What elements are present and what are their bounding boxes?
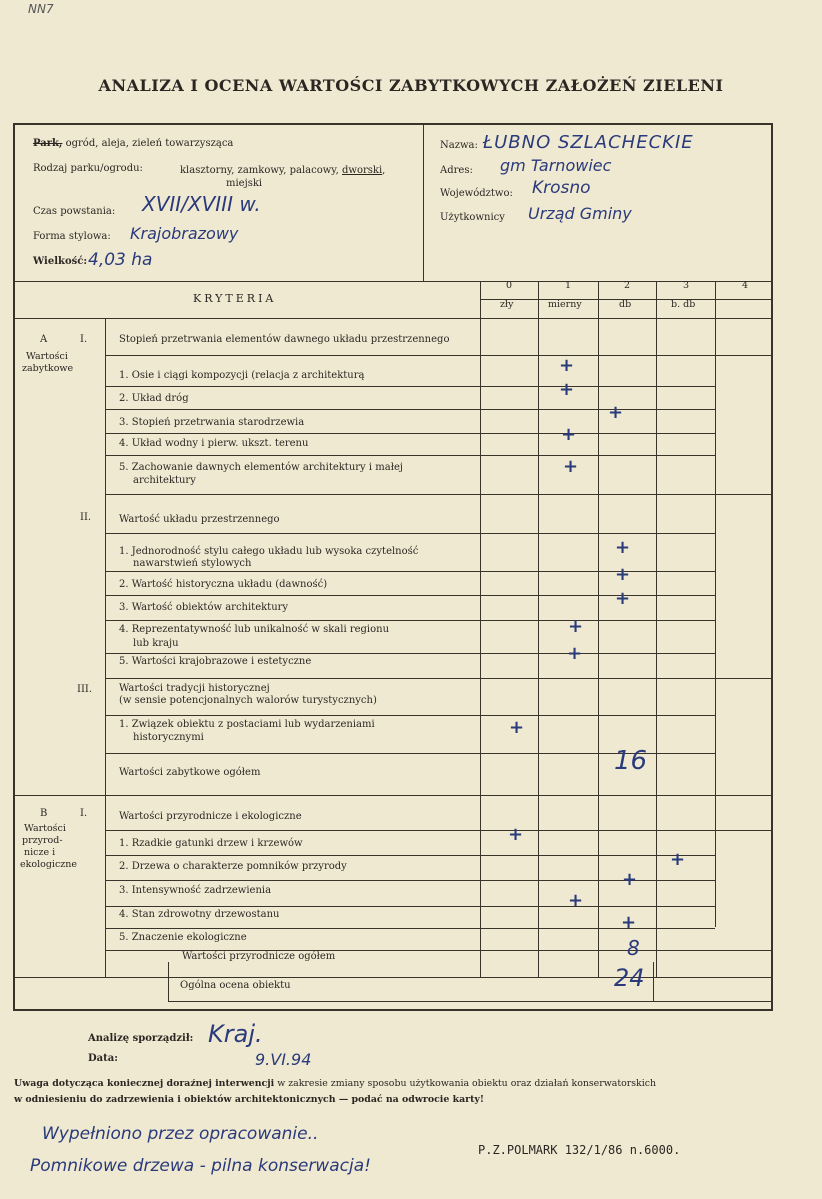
overall-value: 24 (614, 964, 645, 992)
page-title: ANALIZA I OCENA WARTOŚCI ZABYTKOWYCH ZAŁOŻEŃ ZIELENI (98, 76, 724, 95)
mark-b-row2: + (670, 849, 686, 870)
b-row-4: 4. Stan zdrowotny drzewostanu (119, 909, 280, 920)
col1-num: 1 (565, 280, 572, 291)
row-line (105, 433, 715, 434)
row-line (105, 830, 771, 831)
col0-num: 0 (506, 280, 513, 291)
section-b-label4: ekologiczne (20, 859, 78, 870)
section-a-label1: Wartości (26, 351, 68, 362)
mark-a2-row2: + (615, 564, 631, 585)
mark-a2-row4: + (568, 616, 584, 637)
section-b-heading: Wartości przyrodnicze i ekologiczne (119, 811, 302, 822)
row-line (105, 906, 715, 907)
uzytkownicy-value: Urząd Gminy (528, 204, 632, 223)
a-row-5: 5. Zachowanie dawnych elementów architektury i małej (119, 462, 403, 473)
forma-value: Krajobrazowy (130, 224, 239, 243)
czas-value: XVII/XVIII w. (142, 192, 261, 216)
row-line (105, 355, 771, 356)
rodzaj-label: Rodzaj parku/ogrodu: (33, 163, 143, 174)
col3-label: b. db (671, 299, 696, 310)
a-row-5-cont: architektury (133, 475, 196, 486)
a-ii-row-1: 1. Jednorodność stylu całego układu lub wysoka czytelność (119, 546, 419, 557)
handwritten-note-2: Pomnikowe drzewa - pilna konserwacja! (30, 1156, 371, 1176)
print-code: P.Z.POLMARK 132/1/86 n.6000. (478, 1143, 681, 1157)
b-total-value: 8 (627, 936, 640, 960)
mark-b-row5: + (621, 912, 637, 933)
overall-label: Ogólna ocena obiektu (180, 980, 291, 991)
mark-b-row3: + (622, 869, 638, 890)
handwritten-note-1: Wypełniono przez opracowanie.. (42, 1124, 319, 1144)
adres-value: gm Tarnowiec (500, 156, 612, 175)
a-iii-row-1-cont: historycznymi (133, 732, 204, 743)
section-a-roman: I. (80, 334, 88, 345)
section-a-ii-heading: Wartość układu przestrzennego (119, 514, 280, 525)
adres-label: Adres: (440, 165, 473, 176)
mark-a1-row3: + (608, 402, 624, 423)
forma-label: Forma stylowa: (33, 231, 111, 242)
row-line (105, 386, 715, 387)
uwaga-line2: w odniesieniu do zadrzewienia i obiektów architektonicznych — podać na odwrocie karty! (14, 1094, 484, 1105)
section-b-roman: I. (80, 808, 88, 819)
mark-a2-row5: + (567, 643, 583, 664)
b-total-label: Wartości przyrodnicze ogółem (182, 951, 336, 962)
overall-divider (653, 962, 654, 1002)
park-line: Park, ogród, aleja, zieleń towarzysząca (33, 138, 234, 149)
a-ii-row-5: 5. Wartości krajobrazowe i estetyczne (119, 656, 312, 667)
section-a-heading: Stopień przetrwania elementów dawnego układu przestrzennego (119, 334, 450, 345)
a-ii-row-2: 2. Wartość historyczna układu (dawność) (119, 579, 328, 590)
label-col-line (105, 318, 106, 977)
wielkosc-value: 4,03 ha (88, 250, 153, 270)
col2-num: 2 (624, 280, 631, 291)
a-row-3: 3. Stopień przetrwania starodrzewia (119, 417, 305, 428)
a-ii-row-4-cont: lub kraju (133, 638, 179, 649)
data-label: Data: (88, 1053, 118, 1064)
section-b-label3: nicze i (24, 847, 56, 858)
mark-a1-row1: + (559, 355, 575, 376)
nazwa-label: Nazwa: (440, 140, 478, 151)
header-bottom-line (15, 318, 771, 319)
mark-a2-row1: + (615, 537, 631, 558)
info-bottom-line (15, 281, 771, 282)
nazwa-value: ŁUBNO SZLACHECKIE (483, 132, 694, 153)
a-iii-row-1: 1. Związek obiektu z postaciami lub wydarzeniami (119, 719, 375, 730)
b-row-2: 2. Drzewa o charakterze pomników przyrody (119, 861, 347, 872)
a-ii-row-4: 4. Reprezentatywność lub unikalność w skali regionu (119, 624, 390, 635)
mark-a1-row4: + (561, 424, 577, 445)
rodzaj-miejski: miejski (226, 178, 263, 189)
uwaga-line1: Uwaga dotycząca koniecznej doraźnej interwencji w zakresie zmiany sposobu użytkowania obiektu oraz działań konserwatorskich (14, 1078, 657, 1089)
data-value: 9.VI.94 (255, 1050, 312, 1069)
b-row-5: 5. Znaczenie ekologiczne (119, 932, 247, 943)
czas-label: Czas powstania: (33, 206, 116, 217)
b-row-1: 1. Rzadkie gatunki drzew i krzewów (119, 838, 303, 849)
section-b-label1: Wartości (24, 823, 66, 834)
a-row-4: 4. Układ wodny i pierw. ukszt. terenu (119, 438, 309, 449)
mark-a2-row3: + (615, 588, 631, 609)
a-ii-row-3: 3. Wartość obiektów architektury (119, 602, 289, 613)
col2-label: db (619, 299, 632, 310)
section-b-letter: B (40, 808, 48, 819)
a-row-1: 1. Osie i ciągi kompozycji (relacja z architekturą (119, 370, 365, 381)
info-divider (423, 125, 424, 281)
corner-note: NN7 (28, 2, 54, 16)
section-a-label2: zabytkowe (22, 363, 74, 374)
wojewodztwo-label: Województwo: (440, 188, 513, 199)
a-row-2: 2. Układ dróg (119, 393, 189, 404)
wielkosc-label: Wielkość: (33, 256, 88, 267)
section-a-letter: A (40, 334, 48, 345)
a-total-label: Wartości zabytkowe ogółem (119, 767, 261, 778)
row-line (15, 795, 771, 796)
sporzadzil-label: Analizę sporządził: (88, 1033, 194, 1044)
row-line (105, 620, 715, 621)
row-line (105, 409, 715, 410)
row-line (105, 678, 771, 679)
row-line (105, 715, 715, 716)
mark-a3-row1: + (509, 717, 525, 738)
section-a-iii-heading1: Wartości tradycji historycznej (119, 683, 270, 694)
row-line (105, 494, 771, 495)
uzytkownicy-label: Użytkownicy (440, 212, 505, 223)
section-b-label2: przyrod- (22, 835, 63, 846)
mark-a1-row2: + (559, 379, 575, 400)
col3-num: 3 (683, 280, 690, 291)
a-total-value: 16 (614, 746, 648, 776)
row-line (105, 533, 715, 534)
kryteria-header: KRYTERIA (193, 292, 277, 305)
mark-a1-row5: + (563, 456, 579, 477)
col1-label: mierny (548, 299, 582, 310)
col4-num: 4 (742, 280, 749, 291)
sporzadzil-value: Kraj. (208, 1020, 263, 1048)
wojewodztwo-value: Krosno (532, 178, 591, 198)
mark-b-row4: + (568, 890, 584, 911)
section-a-ii-roman: II. (80, 512, 92, 523)
a-ii-row-1-cont: nawarstwień stylowych (133, 558, 252, 569)
rodzaj-options: klasztorny, zamkowy, palacowy, dworski, (180, 165, 386, 176)
col0-label: zły (500, 299, 514, 310)
mark-b-row1: + (508, 824, 524, 845)
row-line (105, 455, 715, 456)
row-line (105, 653, 715, 654)
row-line (105, 855, 715, 856)
b-row-3: 3. Intensywność zadrzewienia (119, 885, 272, 896)
section-a-iii-roman: III. (77, 684, 93, 695)
section-a-iii-heading2: (w sensie potencjonalnych walorów turystycznych) (119, 695, 377, 706)
